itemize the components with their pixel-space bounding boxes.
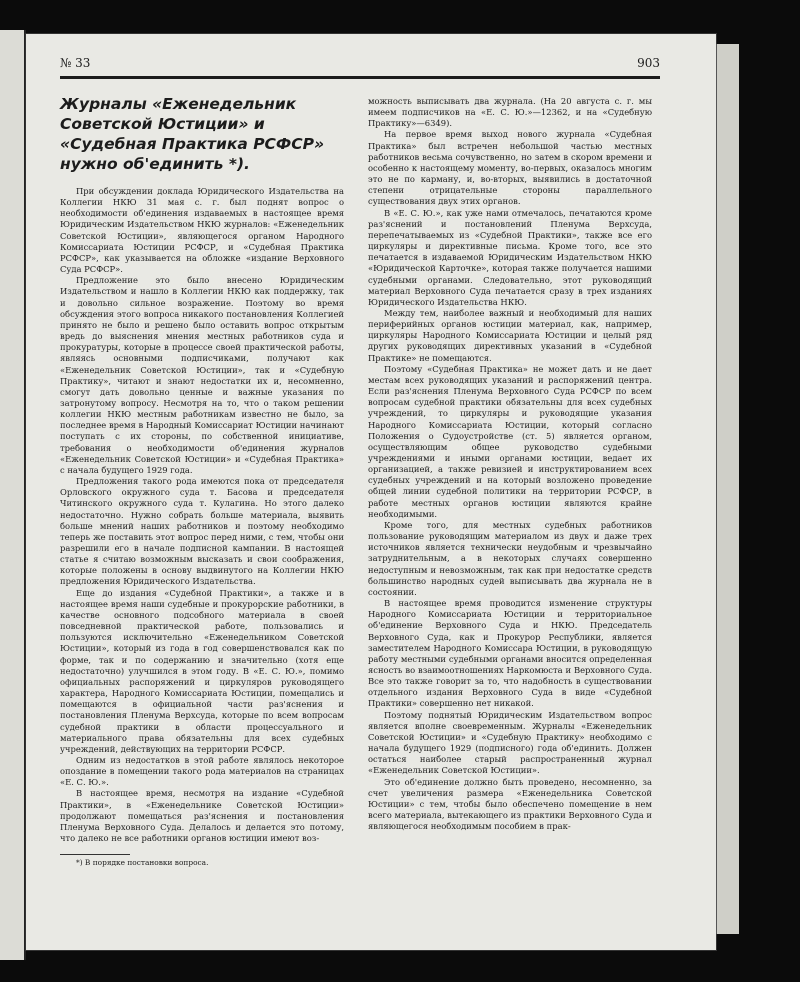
paragraph: Предложения такого рода имеются пока от председателя Орловского окружного суда т. Басова и председателя Читинского окружного суда т. Кулагина. Но этого далеко недостаточно. Нужно собрать больше материала, выявить больше мнений наших работников и поэтому необходимо теперь же поставить этот вопрос перед ними, с тем, чтобы они разрешили его в начале подписной кампании. В настоящей статье я считаю возможным высказать и свои соображения, которые положены в основу выдвинутого на Коллегии НКЮ предложения Юридического Издательства. — [60, 476, 344, 587]
adjacent-page-edge — [0, 30, 26, 960]
right-column — [368, 96, 652, 832]
footnote-rule — [60, 854, 130, 855]
issue-number: № 33 — [60, 56, 91, 70]
footnote: *) В порядке постановки вопроса. — [76, 858, 209, 868]
paragraph: Предложение это было внесено Юридическим Издательством и нашло в Коллегии НКЮ как поддержку, так и довольно сильное возражение. Поэтому во время обсуждения этого вопроса никакого постановления Коллегией принято не было и решено было оставить вопрос открытым вредь до выяснения мнения местных работников суда и прокуратуры, которые в процессе своей практической работы, являясь основными подписчиками, получают как «Еженедельник Советской Юстиции», так и «Судебную Практику», читают и знают недостатки их и, несомненно, смогут дать довольно ценные и важные указания по затронутому вопросу. Несмотря на то, что о таком решении коллегии НКЮ местным работникам известно не было, за последнее время в Народный Комиссариат Юстиции начинают поступать с их стороны, по собственной инициативе, требования о необходимости об'единения журналов «Еженедельник Советской Юстиции» и «Судебная Практика» с начала будущего 1929 года. — [60, 275, 344, 475]
paragraph: Между тем, наиболее важный и необходимый для наших периферийных органов юстиции материал, как, например, циркуляры Народного Комиссариата Юстиции и целый ряд других руководящих директивных указаний в «Судебной Практике» не помещаются. — [368, 307, 652, 363]
paragraph: Кроме того, для местных судебных работников пользование руководящим материалом из двух и даже трех источников является технически неудобным и чрезвычайно затруднительным, а в некоторых случаях совершенно недоступным и невозможным, так как при недостатке средств большинство народных судей выписывать два журнала не в состоянии. — [368, 519, 652, 597]
paragraph: Это об'единение должно быть проведено, несомненно, за счет увеличения размера «Еженедельника Советской Юстиции» с тем, чтобы было обеспечено помещение в нем всего материала, вытекающего из практики Верховного Суда и являющегося необходимым пособием в прак- — [368, 776, 652, 832]
left-column — [60, 94, 344, 868]
page-stack-edge — [716, 44, 739, 934]
paragraph: В настоящее время проводится изменение структуры Народного Комиссариата Юстиции и территориальное об'единение Верховного Суда и НКЮ. Председатель Верховного Суда, как и Прокурор Республики, является заместителем Народного Комиссара Юстиции, в руководящую работу местными судебными органами вносится определенная ясность во взаимоотношениях Наркомюста и Верховного Суда. Все это также говорит за то, что надобность в существовании отдельного издания Верховного Суда в виде «Судебной Практики» совершенно нет никакой. — [368, 598, 652, 709]
paragraph: Поэтому «Судебная Практика» не может дать и не дает местам всех руководящих указаний и распоряжений центра. Если раз'яснения Пленума Верховного Суда РСФСР по всем вопросам судебной практики обязательны для всех судебных учреждений, то циркуляры и руководящие указания Народного Комиссариата Юстиции, который согласно Положения о Судоустройстве (ст. 5) является органом, осуществляющим общее руководство судебными учреждениями и иными органами юстиции, ведает их организацией, а также ревизией и инструктированием всех судебных учреждений и на который возложено проведение общей линии судебной политики на территории РСФСР, в работе местных органов юстиции являются крайне необходимыми. — [368, 363, 652, 519]
page-number: 903 — [637, 56, 660, 70]
paragraph: Еще до издания «Судебной Практики», а также и в настоящее время наши судебные и прокурорские работники, в качестве основного подсобного материала в своей повседневной практической работе, пользовались и пользуются исключительно «Еженедельником Советской Юстиции», который из года в год совершенствовался как по форме, так и по содержанию и значительно (хотя еще недостаточно) улучшился в этом году. В «Е. С. Ю.», помимо официальных распоряжений и циркуляров руководящего характера, Народного Комиссариата Юстиции, помещались и помещаются в официальной части раз'яснения и постановления Пленума Верхсуда, которые по всем вопросам судебной практики в области процессуального и материального права обязательны для всех судебных учреждений, действующих на территории РСФСР. — [60, 587, 344, 754]
paragraph: На первое время выход нового журнала «Судебная Практика» был встречен небольшой частью местных работников весьма сочувственно, но затем в скором времени и особенно к настоящему моменту, во-первых, оказалось многим это не по карману, и, во-вторых, выявились в достаточной степени отрицательные стороны параллельного существования двух этих органов. — [368, 129, 652, 207]
paragraph: можность выписывать два журнала. (На 20 августа с. г. мы имеем подписчиков на «Е. С. Ю.»—12362, и на «Судебную Практику»—6349). — [368, 96, 652, 129]
paragraph: Одним из недостатков в этой работе являлось некоторое опоздание в помещении такого рода материалов на страницах «Е. С. Ю.». — [60, 754, 344, 788]
running-header — [60, 56, 660, 74]
paragraph: Поэтому поднятый Юридическим Издательством вопрос является вполне своевременным. Журналы «Еженедельник Советской Юстиции» и «Судебную Практику» необходимо с начала будущего 1929 (подписного) года об'единить. Должен остаться наиболее старый распространенный журнал «Еженедельник Советской Юстиции». — [368, 709, 652, 776]
paragraph: При обсуждении доклада Юридического Издательства на Коллегии НКЮ 31 мая с. г. был поднят вопрос о необходимости об'единения издаваемых в настоящее время Юридическим Издательством НКЮ журналов: «Еженедельник Советской Юстиции», являющегося органом Народного Комиссариата Юстиции РСФСР, и «Судебная Практика РСФСР», как указывается на обложке «издание Верховного Суда РСФСР». — [60, 186, 344, 275]
paragraph: В настоящее время, несмотря на издание «Судебной Практики», в «Еженедельнике Советской Юстиции» продолжают помещаться раз'яснения и постановления Пленума Верховного Суда. Делалось и делается это потому, что далеко не все работники органов юстиции имеют воз- — [60, 788, 344, 844]
article-title: Журналы «Еженедельник Советской Юстиции» и «Судебная Практика РСФСР» нужно об'единить *). — [60, 95, 325, 173]
header-rule — [60, 76, 660, 79]
paragraph: В «Е. С. Ю.», как уже нами отмечалось, печатаются кроме раз'яснений и постановлений Пленума Верхсуда, перепечатываемых из «Судебной Практики», также все его циркуляры и директивные письма. Кроме того, все это печатается в издаваемой Юридическим Издательством НКЮ «Юридической Карточке», которая также получается нашими судебными органами. Следовательно, этот руководящий материал Верховного Суда печатается сразу в трех изданиях Юридического Издательства НКЮ. — [368, 207, 652, 307]
page-content — [60, 56, 660, 916]
